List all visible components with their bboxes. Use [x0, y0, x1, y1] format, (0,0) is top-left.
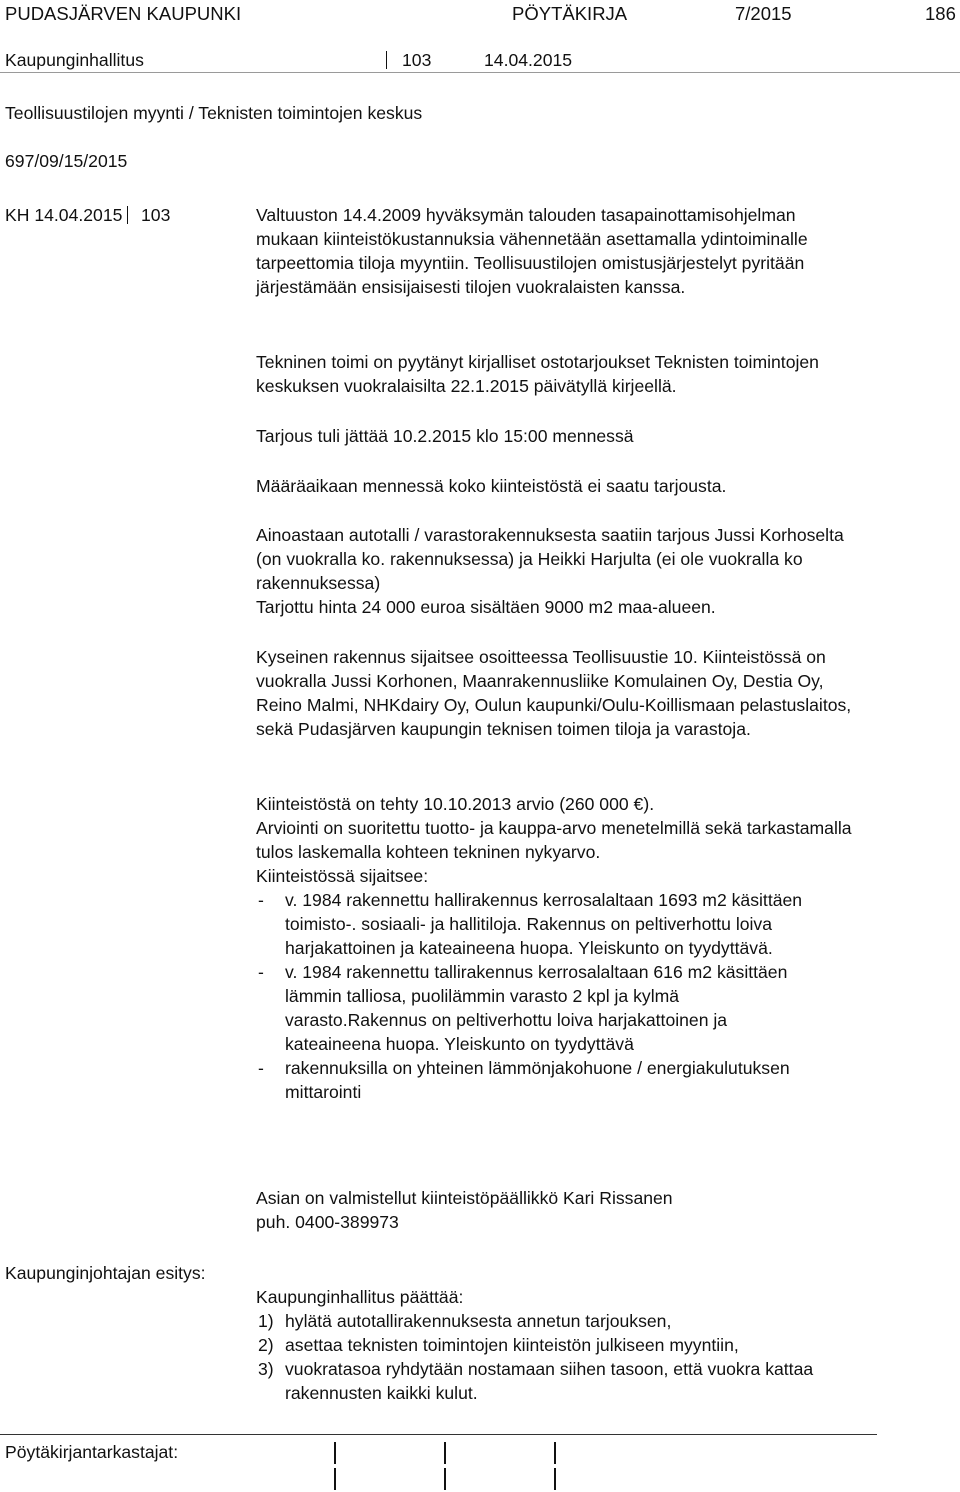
paragraph-no-offer [256, 474, 956, 498]
footer-rule [0, 1434, 877, 1435]
paragraph-valuation [256, 792, 866, 1104]
proposal-number: 3) [258, 1359, 274, 1379]
list-item [256, 1357, 876, 1405]
proposal-intro: Kaupunginhallitus päättää: [256, 1287, 464, 1307]
proposal-number: 2) [258, 1335, 274, 1355]
reference-separator [127, 206, 128, 224]
meeting-reference: KH 14.04.2015 [5, 205, 123, 225]
record-id: 697/09/15/2015 [5, 151, 128, 171]
signature-box-line [554, 1468, 556, 1490]
signature-box-line [444, 1442, 446, 1464]
paragraph-tenants [256, 645, 866, 741]
paragraph-valuation-method: Arviointi on suoritettu tuotto- ja kauppa-arvo menetelmillä sekä tarkastamalla tulos laskemalla kohteen tekninen nykyarvo. [256, 818, 852, 862]
paragraph-no-offer-text: Määräaikaan mennessä koko kiinteistöstä ei saatu tarjousta. [256, 476, 727, 496]
document-header [0, 0, 960, 72]
meeting-date: 14.04.2015 [484, 50, 573, 70]
document-type: PÖYTÄKIRJA [512, 3, 628, 24]
proposal-block [256, 1285, 876, 1405]
list-item [256, 1333, 876, 1357]
proposal-list [256, 1309, 876, 1405]
paragraph-garage-offer-text: Ainoastaan autotalli / varastorakennuksesta saatiin tarjous Jussi Korhoselta (on vuokralla ko. rakennuksessa) ja Heikki Harjulta (ei ole vuokralla ko rakennuksessa) [256, 525, 844, 593]
list-item [256, 888, 816, 960]
paragraph-request [256, 350, 866, 398]
list-dash: - [258, 1058, 264, 1078]
paragraph-valuation-date: Kiinteistöstä on tehty 10.10.2013 arvio (260 000 €). [256, 794, 655, 814]
proposal-text: vuokratasoa ryhdytään nostamaan siihen tasoon, että vuokra kattaa rakennusten kaikki kulut. [285, 1359, 814, 1403]
body-name: Kaupunginhallitus [5, 50, 144, 70]
page-number: 186 [925, 3, 956, 24]
preparer-info [256, 1186, 956, 1234]
city-name: PUDASJÄRVEN KAUPUNKI [5, 3, 242, 24]
signature-box-line [444, 1468, 446, 1490]
paragraph-tenants-text: Kyseinen rakennus sijaitsee osoitteessa Teollisuustie 10. Kiinteistössä on vuokralla Jussi Korhonen, Maanrakennusliike Komulainen Oy, Destia Oy, Reino Malmi, NHKdairy Oy, Oulun kaupunki/Oulu-Koillismaan pelastuslaitos, sekä Pudasjärven kaupungin teknisen toimen tiloja ja varastoja. [256, 647, 852, 739]
proposal-text: hylätä autotallirakennuksesta annetun tarjouksen, [285, 1311, 672, 1331]
list-item [256, 1056, 816, 1104]
paragraph-offer-price: Tarjottu hinta 24 000 euroa sisältäen 9000 m2 maa-alueen. [256, 597, 716, 617]
paragraph-background [256, 203, 816, 299]
list-dash: - [258, 890, 264, 910]
meeting-section: 103 [141, 205, 171, 225]
list-item [256, 960, 816, 1056]
proposal-text: asettaa teknisten toimintojen kiinteistön julkiseen myyntiin, [285, 1335, 739, 1355]
header-separator [386, 51, 387, 69]
preparer-phone: puh. 0400-389973 [256, 1212, 399, 1232]
list-dash: - [258, 962, 264, 982]
reviewers-label: Pöytäkirjantarkastajat: [5, 1442, 179, 1462]
signature-box-line [334, 1442, 336, 1464]
proposal-number: 1) [258, 1311, 274, 1331]
paragraph-deadline [256, 424, 956, 448]
property-list [256, 888, 816, 1104]
list-item [256, 1309, 876, 1333]
property-item-shared: rakennuksilla on yhteinen lämmönjakohuone / energiakulutuksen mittarointi [285, 1058, 790, 1102]
property-item-stable: v. 1984 rakennettu tallirakennus kerrosalaltaan 616 m2 käsittäen lämmin talliosa, puolilämmin varasto 2 kpl ja kylmä varasto.Rakennus on peltiverhottu loiva harjakattoinen ja kateaineena huopa. Yleiskunto on tyydyttävä [285, 962, 788, 1054]
signature-box-line [334, 1468, 336, 1490]
preparer-name: Asian on valmistellut kiinteistöpäällikkö Kari Rissanen [256, 1188, 673, 1208]
section-number: 103 [402, 50, 432, 70]
paragraph-garage-offer [256, 523, 866, 619]
subject-title: Teollisuustilojen myynti / Teknisten toimintojen keskus [5, 103, 423, 123]
paragraph-background-text: Valtuuston 14.4.2009 hyväksymän talouden tasapainottamisohjelman mukaan kiinteistökustannuksia vähennetään asettamalla ydintoiminalle tarpeettomia tiloja myyntiin. Teollisuustilojen omistusjärjestelyt pyritään järjestämään ensisijaisesti tilojen vuokralaisten kanssa. [256, 205, 808, 297]
paragraph-request-text: Tekninen toimi on pyytänyt kirjalliset ostotarjoukset Teknisten toimintojen keskuksen vuokralaisilta 22.1.2015 päivätyllä kirjeellä. [256, 352, 819, 396]
paragraph-property-intro: Kiinteistössä sijaitsee: [256, 866, 429, 886]
property-item-hall: v. 1984 rakennettu hallirakennus kerrosalaltaan 1693 m2 käsittäen toimisto-. sosiaali- ja hallitiloja. Rakennus on peltiverhottu loiva harjakattoinen ja kateaineena huopa. Yleiskunto on tyydyttävä. [285, 890, 803, 958]
signature-box-line [554, 1442, 556, 1464]
header-rule [0, 72, 960, 73]
paragraph-deadline-text: Tarjous tuli jättää 10.2.2015 klo 15:00 mennessä [256, 426, 634, 446]
proposal-label: Kaupunginjohtajan esitys: [5, 1263, 206, 1283]
document-number: 7/2015 [735, 3, 792, 24]
